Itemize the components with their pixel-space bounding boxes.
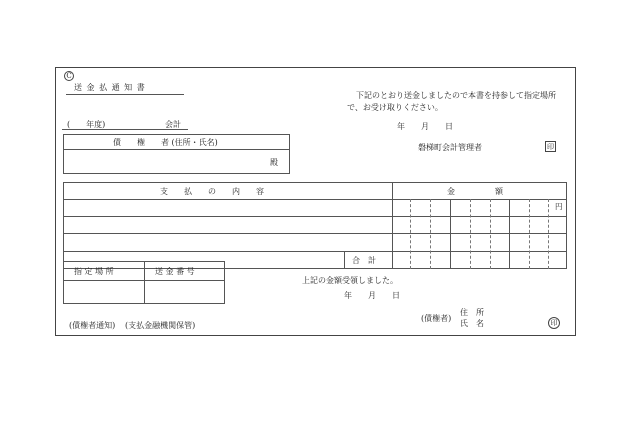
total-label: 合 計 [352,256,376,265]
fiscal-underline [62,129,188,130]
number-header: 送 金 番 号 [155,267,195,276]
account-label: 会計 [165,120,181,129]
name-label: 氏 名 [460,319,484,328]
digit-line [470,199,471,269]
total-divider [344,251,345,269]
seal-icon: 印 [547,142,554,151]
amount-divider [392,182,393,269]
digit-line [490,199,491,269]
notice-line-1: 下記のとおり送金しましたので本書を持参して指定場所 [356,91,556,100]
digit-line [430,199,431,269]
table-row-line-4 [63,251,567,252]
digit-line [450,199,451,269]
remittance-divider [144,261,145,304]
honorific-dono: 殿 [270,158,278,167]
table-row-line-3 [63,233,567,234]
form-title: 送 金 払 通 知 書 [74,83,146,92]
place-header: 指 定 場 所 [74,267,114,276]
digit-line [509,199,510,269]
creditor-header-line [63,149,290,150]
table-row-line-1 [63,199,567,200]
received-date: 年 月 日 [344,291,400,300]
amount-header: 金 額 [447,187,503,196]
treasurer-label: 磐梯町会計管理者 [418,143,482,152]
digit-line [548,199,549,269]
personal-seal-icon: 印 [548,317,560,329]
circle-c-icon: C [64,71,74,81]
received-text: 上記の金額受領しました。 [302,276,398,285]
digit-line [529,199,530,269]
title-underline [66,94,184,95]
notice-line-2: で、お受け取りください。 [347,103,443,112]
fiscal-year: ( 年度) [67,120,106,129]
footer-creditor-notice: (債権者通知) [69,321,116,330]
creditor-header: 債 権 者 (住所・氏名) [113,138,218,147]
digit-line [410,199,411,269]
details-header: 支 払 の 内 容 [160,187,264,196]
creditor-tag: (債権者) [421,314,452,323]
table-row-line-2 [63,216,567,217]
address-label: 住 所 [460,308,484,317]
footer-bank-copy: (支払金融機関保管) [125,321,196,330]
yen-unit: 円 [555,202,563,211]
issue-date: 年 月 日 [397,122,453,131]
